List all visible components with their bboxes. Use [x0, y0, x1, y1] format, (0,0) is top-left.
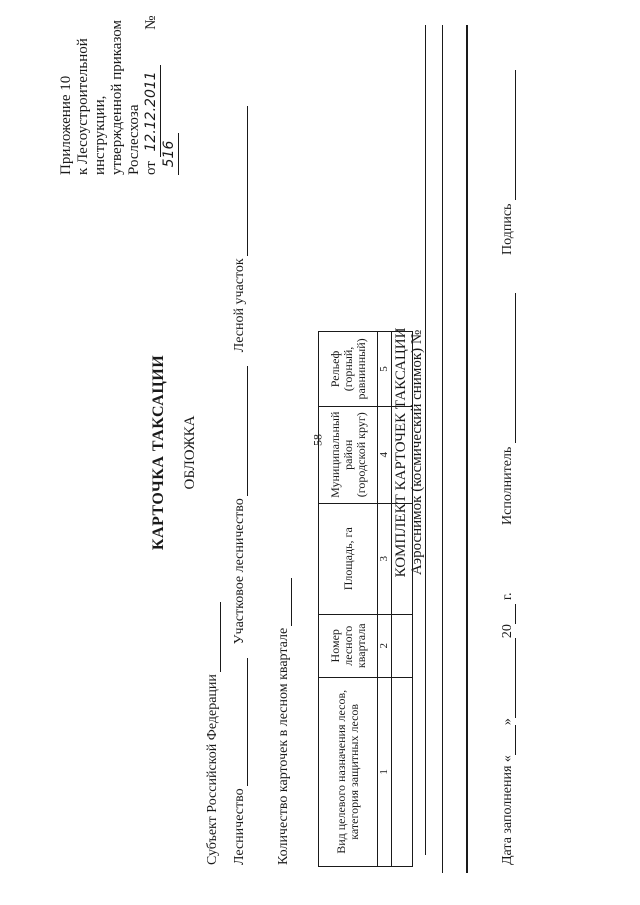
cards-count-label: Количество карточек в лесном квартале [276, 627, 291, 865]
annex-number-label: № [143, 15, 159, 30]
subject-blank[interactable] [208, 602, 221, 672]
separator-line-3 [466, 25, 468, 873]
footer-day-blank[interactable] [503, 725, 516, 755]
header-municipal-district: Муниципальный район (городской круг) [319, 406, 378, 503]
page-number: 58 [310, 434, 325, 446]
subject-label: Субъект Российской Федерации [205, 674, 220, 865]
table-number-row [378, 332, 392, 867]
footer-date-close: » [500, 718, 515, 726]
forest-plot-blank[interactable] [235, 106, 248, 256]
cards-count-field [276, 578, 292, 865]
header-forest-purpose: Вид целевого назначения лесов, категория защитных лесов [319, 677, 378, 866]
forestry-blank[interactable] [235, 658, 248, 786]
cards-count-blank[interactable] [279, 578, 292, 626]
header-quarter-number: Номер лесного квартала [319, 614, 378, 677]
footer-month-blank[interactable] [503, 638, 516, 718]
footer-signature-blank[interactable] [503, 70, 516, 200]
col-number-3: 3 [378, 503, 392, 614]
table-header-row [319, 332, 378, 867]
footer-date-label: Дата заполнения « [500, 755, 515, 865]
forestry-field [232, 106, 248, 865]
header-relief: Рельеф (горный, равнинный) [319, 332, 378, 407]
subject-field [205, 602, 221, 865]
footer-signature-field [500, 70, 516, 255]
separator-line-2 [442, 25, 443, 873]
col-number-1: 1 [378, 677, 392, 866]
kit-title: КОМПЛЕКТ КАРТОЧЕК ТАКСАЦИИ [393, 327, 409, 578]
col-number-5: 5 [378, 332, 392, 407]
footer-signature-label: Подпись [500, 203, 515, 255]
footer-executor-blank[interactable] [503, 293, 516, 443]
forest-plot-label: Лесной участок [232, 258, 247, 353]
annex-date-handwritten: 12.12.2011 [143, 65, 161, 157]
annex-line-2: к Лесоустроительной инструкции, [75, 38, 108, 175]
form-title: КАРТОЧКА ТАКСАЦИИ [150, 354, 167, 551]
forestry-label: Лесничество [232, 788, 247, 865]
kit-heading [393, 0, 425, 905]
footer-year-suffix: г. [500, 592, 515, 601]
col-number-2: 2 [378, 614, 392, 677]
header-area: Площадь, га [319, 503, 378, 614]
annex-line-3: утвержденной приказом Рослесхоза [109, 19, 142, 175]
annex-line-1: Приложение 10 [58, 75, 74, 175]
annex-from-label: от [143, 161, 159, 175]
footer-executor-label: Исполнитель [500, 446, 515, 525]
annex-number-handwritten: 516 [161, 133, 179, 175]
footer-year-blank[interactable] [503, 604, 516, 624]
district-forestry-blank[interactable] [235, 366, 248, 496]
footer-executor-field [500, 293, 516, 525]
footer-year-prefix: 20 [500, 624, 515, 639]
district-forestry-label: Участковое лесничество [232, 498, 247, 645]
col-number-4: 4 [378, 406, 392, 503]
separator-line-1 [425, 25, 426, 855]
form-subtitle: ОБЛОЖКА [182, 415, 198, 490]
kit-photo-label: Аэроснимок (космический снимок) № [409, 329, 425, 576]
footer-date-field [500, 592, 516, 865]
